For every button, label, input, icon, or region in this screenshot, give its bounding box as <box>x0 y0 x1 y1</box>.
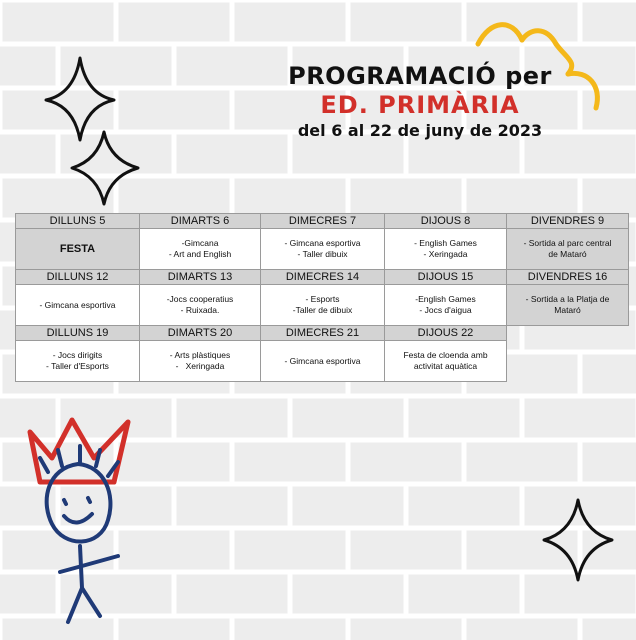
activity-line: -English Games <box>415 294 476 304</box>
day-activities <box>16 285 140 326</box>
day-header: DIJOUS 22 <box>385 326 507 341</box>
day-activities <box>385 285 507 326</box>
week-activity-row <box>16 341 629 382</box>
activity-line: - Taller dibuix <box>297 249 348 259</box>
day-activities <box>140 285 261 326</box>
activity-line: - Gimcana esportiva <box>284 238 361 248</box>
day-header: DIMECRES 14 <box>261 270 385 285</box>
title-block <box>270 62 570 142</box>
day-header: DIMARTS 13 <box>140 270 261 285</box>
week-activity-row <box>16 285 629 326</box>
activity-line: Festa de cloenda amb <box>403 350 488 360</box>
date-range: del 6 al 22 de juny de 2023 <box>297 121 543 140</box>
day-header: DIJOUS 15 <box>385 270 507 285</box>
day-activities <box>507 229 629 270</box>
day-header: DIMARTS 6 <box>140 214 261 229</box>
empty-cell <box>507 341 629 382</box>
activity-line: - Arts plàstiques <box>169 350 231 360</box>
activity-line: -Taller de dibuix <box>292 305 353 315</box>
activity-line: - Jocs d'aigua <box>419 305 472 315</box>
activity-line: - English Games <box>414 238 477 248</box>
activity-line: activitat aquàtica <box>413 361 478 371</box>
day-header: DILLUNS 5 <box>16 214 140 229</box>
day-activities <box>16 341 140 382</box>
day-activities <box>507 285 629 326</box>
activity-line: - Sortida al parc central <box>523 238 612 248</box>
activity-line: - Gimcana esportiva <box>284 355 361 366</box>
day-header: DILLUNS 19 <box>16 326 140 341</box>
day-header: DILLUNS 12 <box>16 270 140 285</box>
activity-line: - Jocs dirigits <box>52 350 103 360</box>
page-title: PROGRAMACIÓ per <box>288 62 552 90</box>
activity-line: - Sortida a la Platja de <box>525 294 610 304</box>
activity-line: -Jocs cooperatius <box>166 294 234 304</box>
day-header: DIMECRES 21 <box>261 326 385 341</box>
day-activities <box>140 341 261 382</box>
activity-line: - Esports <box>305 294 340 304</box>
activity-line: - Xeringada <box>175 361 225 371</box>
activity-line: Mataró <box>554 305 581 315</box>
day-activities <box>385 341 507 382</box>
day-header: DIMECRES 7 <box>261 214 385 229</box>
day-activities <box>261 341 385 382</box>
day-header: DIVENDRES 9 <box>507 214 629 229</box>
activity-line: de Mataró <box>548 249 587 259</box>
activity-line: - Gimcana esportiva <box>39 299 116 310</box>
day-activities <box>261 229 385 270</box>
activity-line: FESTA <box>59 242 96 255</box>
activity-line: -Gimcana <box>181 238 219 248</box>
page-subtitle: ED. PRIMÀRIA <box>320 91 520 119</box>
day-activities <box>16 229 140 270</box>
week-header-row <box>16 326 629 341</box>
schedule-table <box>15 213 629 382</box>
empty-cell <box>507 326 629 341</box>
week-header-row <box>16 270 629 285</box>
day-header: DIVENDRES 16 <box>507 270 629 285</box>
day-header: DIMARTS 20 <box>140 326 261 341</box>
day-activities <box>385 229 507 270</box>
day-header: DIJOUS 8 <box>385 214 507 229</box>
activity-line: - Xeringada <box>423 249 468 259</box>
activity-line: - Taller d'Esports <box>46 361 109 371</box>
activity-line: - Art and English <box>168 249 232 259</box>
week-activity-row <box>16 229 629 270</box>
day-activities <box>261 285 385 326</box>
activity-line: - Ruixada. <box>180 305 220 315</box>
week-header-row <box>16 214 629 229</box>
day-activities <box>140 229 261 270</box>
